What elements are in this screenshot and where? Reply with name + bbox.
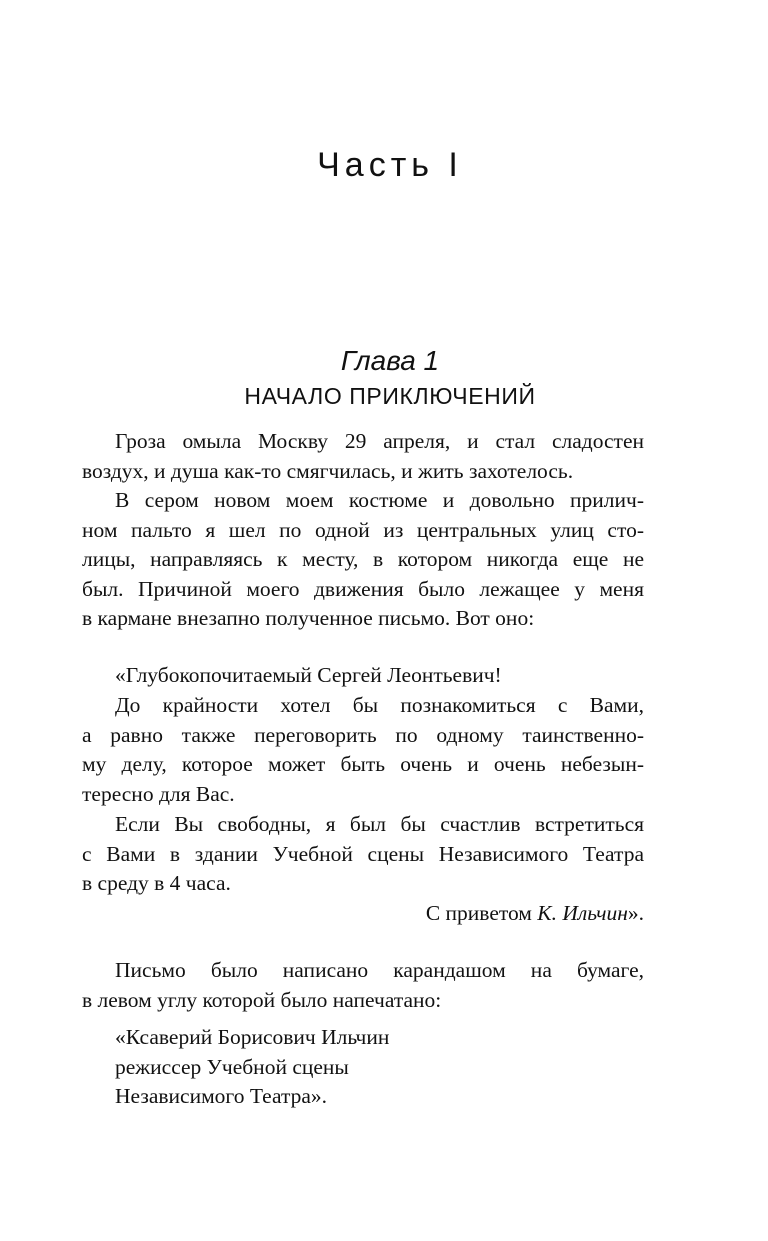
letter-greeting [82, 661, 644, 691]
paragraph-walk [82, 486, 644, 634]
text-line: До крайности хотел бы познакомиться с Вами, [115, 693, 644, 717]
signature-name: К. Ильчин [537, 901, 628, 925]
letterhead [82, 1023, 644, 1112]
text-line: Гроза омыла Москву 29 апреля, и стал сладостен [115, 429, 644, 453]
text-line: Независимого Театра». [115, 1084, 328, 1109]
text-line: в кармане внезапно полученное письмо. Вот оно: [82, 606, 535, 631]
chapter-label: Глава 1 [340, 345, 440, 376]
text-line: тересно для Вас. [82, 781, 235, 806]
letter-signature [82, 899, 644, 929]
text-line: Если Вы свободны, я был бы счастлив встретиться [115, 812, 644, 836]
signature-prefix: С приветом [425, 901, 538, 925]
signature-suffix: ». [627, 901, 644, 925]
text-line: режиссер Учебной сцены [115, 1054, 349, 1079]
text-line: «Ксаверий Борисович Ильчин [115, 1025, 390, 1049]
text-line: в среду в 4 часа. [82, 871, 231, 896]
paragraph-opening [82, 427, 644, 486]
letter-paragraph-2 [82, 810, 644, 899]
text-line: а равно также переговорить по одному таинственно- [82, 722, 644, 747]
text-line: воздух, и душа как-то смягчилась, и жить захотелось. [82, 458, 574, 483]
part-title: Часть I [317, 146, 463, 184]
chapter-title: НАЧАЛО ПРИКЛЮЧЕНИЙ [244, 383, 536, 409]
text-line: с Вами в здании Учебной сцены Независимого Театра [82, 841, 644, 866]
text-line: «Глубокопочитаемый Сергей Леонтьевич! [115, 663, 502, 687]
text-line: Письмо было написано карандашом на бумаге, [115, 958, 644, 982]
text-line: му делу, которое может быть очень и очень небезын- [82, 752, 644, 777]
letter-paragraph-1 [82, 691, 644, 809]
text-line: был. Причиной моего движения было лежащее у меня [82, 576, 644, 601]
text-line: лицы, направляясь к месту, в котором никогда еще не [82, 547, 644, 572]
text-line: в левом углу которой было напечатано: [82, 987, 442, 1012]
paragraph-pencil [82, 956, 644, 1015]
text-line: В сером новом моем костюме и довольно прилич- [115, 488, 644, 512]
text-line: ном пальто я шел по одной из центральных улиц сто- [82, 517, 644, 542]
